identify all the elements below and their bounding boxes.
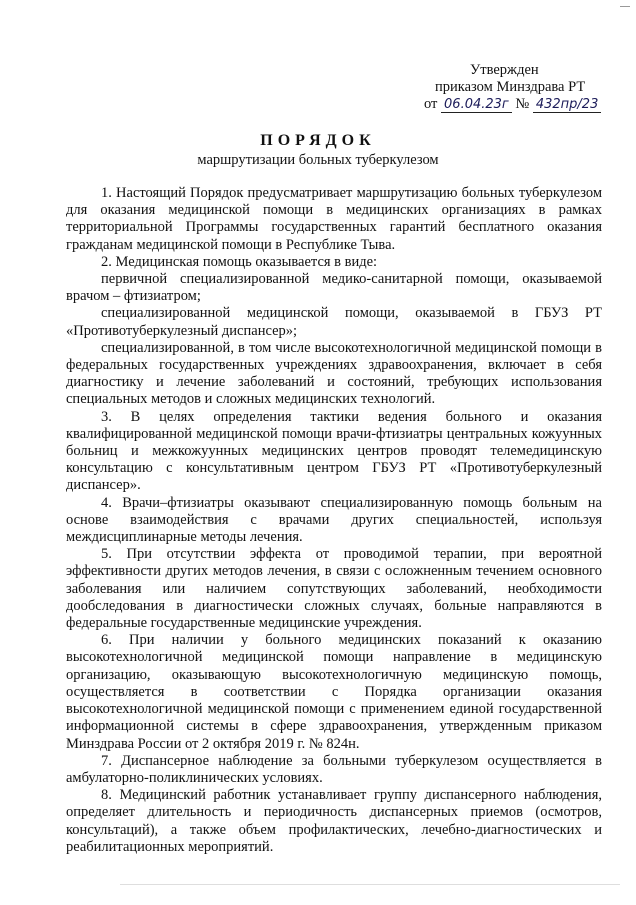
approval-line-approved: Утвержден [470,62,539,78]
paragraph-2b: специализированной медицинской помощи, оказываемой в ГБУЗ РТ «Противотуберкулезный диспансер»; [66,305,602,339]
scan-corner-mark [620,6,630,13]
paragraph-7: 7. Диспансерное наблюдение за больными туберкулезом осуществляется в амбулаторно-поликлинических условиях. [66,752,602,786]
approval-line-date-number [424,96,624,113]
approval-line-order: приказом Минздрава РТ [435,79,586,95]
document-title: ПОРЯДОК [260,132,376,149]
scan-bottom-edge [120,884,620,901]
handwritten-date: 06.04.23г [441,97,512,113]
paragraph-4: 4. Врачи–фтизиатры оказывают специализированную помощь больным на основе взаимодействия с врачами других специальностей, используя междисциплинарные методы лечения. [66,494,602,546]
paragraph-8: 8. Медицинский работник устанавливает группу диспансерного наблюдения, определяет длительность и периодичность диспансерных приемов (осмотров, консультаций), а также объем профилактических, лечебно-диагностических и реабилитационных мероприятий. [66,787,602,855]
approval-block [424,62,624,113]
paragraph-2c: специализированной, в том числе высокотехнологичной медицинской помощи в федеральных государственных учреждениях здравоохранения, включает в себя диагностику и лечение заболеваний и состояний, требующих использования специальных методов и сложных медицинских технологий. [66,339,602,408]
number-label: № [515,96,530,112]
paragraph-5: 5. При отсутствии эффекта от проводимой терапии, при вероятной эффективности других методов лечения, в связи с осложненным течением основного заболевания или наличием сопутствующих заболеваний, необходимости дообследования в диагностически сложных случаях, больные направляются в федеральные государственные медицинские учреждения. [66,546,602,632]
paragraph-6: 6. При наличии у больного медицинских показаний к оказанию высокотехнологичной медицинской помощи направление в медицинскую организацию, оказывающую высокотехнологичную медицинскую помощь, осуществляется в соответствии с Порядка организации оказания высокотехнологичной медицинской помощи с применением единой государственной информационной системы в сфере здравоохранения, утвержденным приказом Минздрава России от 2 октября 2019 г. № 824н. [66,632,602,752]
handwritten-order-number: 432пр/23 [533,97,602,113]
paragraph-2: 2. Медицинская помощь оказывается в виде: [101,253,378,270]
from-label: от [424,96,438,112]
paragraph-1: 1. Настоящий Порядок предусматривает маршрутизацию больных туберкулезом для оказания медицинской помощи в медицинских организациях в рамках территориальной Программы государственных гарантий бесплатного оказания гражданам медицинской помощи в Республике Тыва. [66,185,602,253]
document-subtitle: маршрутизации больных туберкулезом [197,152,439,168]
paragraph-2a: первичной специализированной медико-санитарной помощи, оказываемой врачом – фтизиатром; [66,271,602,305]
paragraph-3: 3. В целях определения тактики ведения больного и оказания квалифицированной медицинской помощи врачи-фтизиатры центральных кожуунных больниц и межкожуунных медицинских центров проводят телемедицинскую консультацию с консультативным центром ГБУЗ РТ «Противотуберкулезный диспансер». [66,408,602,494]
document-body [66,185,602,856]
